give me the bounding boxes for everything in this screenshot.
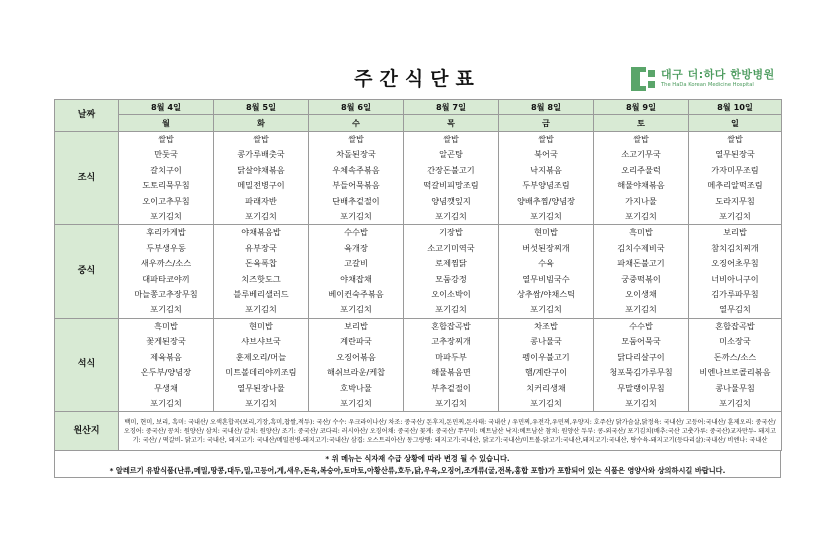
dish-item: 수수밥 xyxy=(344,227,368,238)
dish-item: 혼합잡곡밥 xyxy=(431,320,471,331)
date-cell: 8월 6일 xyxy=(309,100,404,115)
dish-item: 쌀밥 xyxy=(158,134,174,144)
dish-item: 부추겉절이 xyxy=(431,382,471,393)
dish-item: 혼합잡곡밥 xyxy=(715,320,755,331)
weekly-menu-table xyxy=(54,99,782,451)
menu-cell xyxy=(689,132,782,225)
dish-item: 고갈비 xyxy=(344,258,368,269)
dish-item: 햄/계란구이 xyxy=(524,367,568,378)
dish-item: 갈치구이 xyxy=(150,164,182,175)
dish-item: 마파두부 xyxy=(435,351,467,362)
dish-item: 쌀밥 xyxy=(633,134,649,144)
dish-item: 현미밥 xyxy=(534,227,558,238)
dish-item: 열무된장나물 xyxy=(237,382,285,393)
menu-cell xyxy=(404,225,499,318)
meal-label: 석식 xyxy=(55,318,119,411)
dish-item: 포기김치 xyxy=(530,211,562,222)
dish-item: 베이컨숙주볶음 xyxy=(328,289,384,300)
dish-item: 흑미밥 xyxy=(154,320,178,331)
dish-item: 만둣국 xyxy=(154,149,178,160)
dish-item: 포기김치 xyxy=(435,304,467,315)
menu-cell xyxy=(119,225,214,318)
dish-item: 온두부/양념장 xyxy=(140,367,192,378)
dish-item: 메추리알떡조림 xyxy=(707,180,763,191)
dish-item: 김가루파무침 xyxy=(711,289,759,300)
dish-item: 콩나물국 xyxy=(530,336,562,347)
dish-item: 쌀밥 xyxy=(348,134,364,144)
notes-box xyxy=(54,450,781,478)
dish-item: 포기김치 xyxy=(530,397,562,408)
page-title: 주간식단표 xyxy=(354,68,481,90)
dish-item: 포기김치 xyxy=(245,211,277,222)
dish-item: 북어국 xyxy=(534,149,558,160)
dish-item: 유부장국 xyxy=(245,242,277,253)
dish-item: 열무비빔국수 xyxy=(522,273,570,284)
meal-row xyxy=(55,132,782,225)
meal-row xyxy=(55,225,782,318)
dish-item: 단배추겉절이 xyxy=(332,195,380,206)
dish-item: 가지나물 xyxy=(625,195,657,206)
date-row xyxy=(55,100,782,115)
dish-item: 샤브샤브국 xyxy=(241,336,281,347)
dish-item: 차조밥 xyxy=(534,320,558,331)
menu-cell xyxy=(499,225,594,318)
dish-item: 흑미밥 xyxy=(629,227,653,238)
dish-item: 두부양념조림 xyxy=(522,180,570,191)
dish-item: 로제찜닭 xyxy=(435,258,467,269)
dish-item: 기장밥 xyxy=(439,227,463,238)
dish-item: 마늘쫑고추장무침 xyxy=(134,289,198,300)
meal-label: 중식 xyxy=(55,225,119,318)
dish-item: 오리주물럭 xyxy=(621,164,661,175)
dish-item: 블루베리샐러드 xyxy=(233,289,289,300)
menu-cell xyxy=(404,318,499,411)
dish-item: 쌀밥 xyxy=(443,134,459,144)
menu-cell xyxy=(214,225,309,318)
dish-item: 궁중떡볶이 xyxy=(621,273,661,284)
menu-cell xyxy=(214,132,309,225)
menu-cell xyxy=(594,225,689,318)
dish-item: 포기김치 xyxy=(150,397,182,408)
dish-item: 포기김치 xyxy=(150,211,182,222)
dish-item: 해쉬브라운/케찹 xyxy=(326,367,386,378)
note-allergy: * 알레르기 유발식품(난류,메밀,땅콩,대두,밀,고등어,게,새우,돈육,복숭아,토마토,아황산류,호두,닭,우육,오징어,조개류(굴,전복,홍합 포함)가 포함되어 있는 식품은 영양사와 상의하시길 바랍니다. xyxy=(109,466,726,475)
dish-item: 수수밥 xyxy=(629,320,653,331)
dish-item: 대파타코야끼 xyxy=(142,273,190,284)
dish-item: 제육볶음 xyxy=(150,351,182,362)
dish-item: 후리카게밥 xyxy=(146,227,186,238)
dish-item: 포기김치 xyxy=(719,397,751,408)
dish-item: 김치수제비국 xyxy=(617,242,665,253)
dish-item: 오이생채 xyxy=(625,289,657,300)
dish-item: 낙지볶음 xyxy=(530,164,562,175)
dish-item: 가자미무조림 xyxy=(711,164,759,175)
dish-item: 보리밥 xyxy=(723,227,747,238)
dish-item: 포기김치 xyxy=(530,304,562,315)
dish-item: 너비아니구이 xyxy=(711,273,759,284)
dish-item: 포기김치 xyxy=(625,211,657,222)
date-cell: 8월 7일 xyxy=(404,100,499,115)
menu-cell xyxy=(404,132,499,225)
dish-item: 오징어볶음 xyxy=(336,351,376,362)
menu-cell xyxy=(309,318,404,411)
weekday-cell: 화 xyxy=(214,115,309,132)
date-cell: 8월 5일 xyxy=(214,100,309,115)
origin-text: 백미, 현미, 보리, 흑미: 국내산/ 오색혼합곡(보리,기장,흑미,찹쌀,적두): 국산/ 수수: 우크라이나산/ 차조: 중국산/ 돈후지,돈민찌,돈사태: 국내산 / 우민찌,우전각,우민찌,우양지: 호주산/ 닭가슴살,닭정육: 국내산/ 고등어:국내산/ 훈제오리: 중국산/ 오징어: 중국산/ 꽁치: 원양산/ 삼치: 국내산/ 갈치: 원양산/ 조기: 중국산/ 코다리: 러시아산/ 오징어채: 중국산/ 꽃게: 중국산/ 쭈꾸미: 베트남산 낙지:베트남산 참치: 원양산 두부: 콩-외국산/ 포기김치(배추:국산 고춧가루: 중국산)교자만두- 돼지고기: 국산/ / 떡갈비- 닭고기: 국내산, 돼지고기: 국내산/메밀전병-돼지고기:국내산/ 삼겹: 오스트리아산/ 동그랑땡: 돼지고기:국내산, 닭고기:국내산/미트볼-닭고기:국내산,돼지고기:국내산, 탕수육-돼지고기(등다리살):국내산/ 비엔나: 국내산 xyxy=(119,412,782,451)
menu-cell xyxy=(499,318,594,411)
dish-item: 포기김치 xyxy=(245,397,277,408)
dish-item: 두부생우동 xyxy=(146,242,186,253)
dish-item: 메밀전병구이 xyxy=(237,180,285,191)
menu-cell xyxy=(499,132,594,225)
dish-item: 미소장국 xyxy=(719,336,751,347)
origin-row xyxy=(55,412,782,451)
dish-item: 알곤탕 xyxy=(439,149,463,160)
dish-item: 포기김치 xyxy=(625,397,657,408)
dish-item: 꽃게된장국 xyxy=(146,336,186,347)
weekday-cell: 월 xyxy=(119,115,214,132)
date-cell: 8월 10일 xyxy=(689,100,782,115)
dish-item: 포기김치 xyxy=(340,211,372,222)
dish-item: 모둠어묵국 xyxy=(621,336,661,347)
dish-item: 쌀밥 xyxy=(538,134,554,144)
dish-item: 쌀밥 xyxy=(253,134,269,144)
menu-cell xyxy=(214,318,309,411)
dish-item: 호박나물 xyxy=(340,382,372,393)
dish-item: 우체속주볶음 xyxy=(332,164,380,175)
dish-item: 도라지무침 xyxy=(715,195,755,206)
dish-item: 간장돈불고기 xyxy=(427,164,475,175)
dish-item: 비엔나브로콜리볶음 xyxy=(699,367,771,378)
note-change: * 위 메뉴는 식자재 수급 상황에 따라 변경 될 수 있습니다. xyxy=(325,454,510,463)
dish-item: 참치김치찌개 xyxy=(711,242,759,253)
dish-item: 닭살야채볶음 xyxy=(237,164,285,175)
date-cell: 8월 9일 xyxy=(594,100,689,115)
dish-item: 양배추찜/양념장 xyxy=(516,195,576,206)
menu-cell xyxy=(594,318,689,411)
dish-item: 포기김치 xyxy=(150,304,182,315)
dish-item: 포기김치 xyxy=(340,304,372,315)
weekday-cell: 금 xyxy=(499,115,594,132)
dish-item: 떡갈비피망조림 xyxy=(423,180,479,191)
dish-item: 콩나물무침 xyxy=(715,382,755,393)
dish-item: 오징어초무침 xyxy=(711,258,759,269)
dish-item: 해물볶음면 xyxy=(431,367,471,378)
dish-item: 소고기미역국 xyxy=(427,242,475,253)
menu-cell xyxy=(594,132,689,225)
dish-item: 돈육폭찹 xyxy=(245,258,277,269)
date-header: 날짜 xyxy=(55,100,119,132)
dish-item: 미트볼데리야끼조림 xyxy=(225,367,297,378)
logo-name: 대구 더:하다 한방병원 xyxy=(661,68,775,82)
dish-item: 상추쌈/야채스틱 xyxy=(516,289,576,300)
dish-item: 훈제오리/머늘 xyxy=(235,351,287,362)
menu-cell xyxy=(689,225,782,318)
weekday-cell: 목 xyxy=(404,115,499,132)
dish-item: 버섯된장찌개 xyxy=(522,242,570,253)
dish-item: 도토리묵무침 xyxy=(142,180,190,191)
dish-item: 포기김치 xyxy=(719,211,751,222)
dish-item: 모둠강정 xyxy=(435,273,467,284)
menu-cell xyxy=(689,318,782,411)
date-cell: 8월 8일 xyxy=(499,100,594,115)
dish-item: 치즈핫도그 xyxy=(241,273,281,284)
dish-item: 쌀밥 xyxy=(727,134,743,144)
dish-item: 포기김치 xyxy=(625,304,657,315)
dish-item: 닭다리살구이 xyxy=(617,351,665,362)
menu-cell xyxy=(309,132,404,225)
dish-item: 야채잡채 xyxy=(340,273,372,284)
dish-item: 오이소박이 xyxy=(431,289,471,300)
dish-item: 포기김치 xyxy=(435,211,467,222)
dish-item: 양념깻잎지 xyxy=(431,195,471,206)
logo-mark-icon xyxy=(631,67,655,91)
dish-item: 수육 xyxy=(538,258,554,269)
dish-item: 청포묵김가루무침 xyxy=(609,367,673,378)
meal-row xyxy=(55,318,782,411)
menu-cell xyxy=(119,318,214,411)
dish-item: 열무된장국 xyxy=(715,149,755,160)
dish-item: 열무김치 xyxy=(719,304,751,315)
dish-item: 파채돈불고기 xyxy=(617,258,665,269)
dish-item: 고추장찌개 xyxy=(431,336,471,347)
dish-item: 치커리생채 xyxy=(526,382,566,393)
dish-item: 포기김치 xyxy=(340,397,372,408)
dish-item: 새우까스/소스 xyxy=(140,258,192,269)
dish-item: 포기김치 xyxy=(245,304,277,315)
meal-label: 조식 xyxy=(55,132,119,225)
date-cell: 8월 4일 xyxy=(119,100,214,115)
logo-subtitle: The HaDa Korean Medicine Hospital xyxy=(661,82,754,89)
dish-item: 파래자반 xyxy=(245,195,277,206)
origin-label: 원산지 xyxy=(55,412,119,451)
dish-item: 계란파국 xyxy=(340,336,372,347)
weekday-cell: 일 xyxy=(689,115,782,132)
dish-item: 야채볶음밥 xyxy=(241,227,281,238)
dish-item: 부들어묵볶음 xyxy=(332,180,380,191)
menu-cell xyxy=(119,132,214,225)
dish-item: 무말랭이무침 xyxy=(617,382,665,393)
dish-item: 펭이우불고기 xyxy=(522,351,570,362)
dish-item: 돈까스/소스 xyxy=(713,351,757,362)
dish-item: 차돌된장국 xyxy=(336,149,376,160)
weekday-row xyxy=(55,115,782,132)
dish-item: 오이고추무침 xyxy=(142,195,190,206)
dish-item: 해물야채볶음 xyxy=(617,180,665,191)
dish-item: 육개장 xyxy=(344,242,368,253)
dish-item: 소고기무국 xyxy=(621,149,661,160)
menu-cell xyxy=(309,225,404,318)
hospital-logo xyxy=(631,67,775,91)
weekday-cell: 토 xyxy=(594,115,689,132)
dish-item: 보리밥 xyxy=(344,320,368,331)
dish-item: 현미밥 xyxy=(249,320,273,331)
weekday-cell: 수 xyxy=(309,115,404,132)
dish-item: 포기김치 xyxy=(435,397,467,408)
dish-item: 무생채 xyxy=(154,382,178,393)
dish-item: 콩가루배춧국 xyxy=(237,149,285,160)
